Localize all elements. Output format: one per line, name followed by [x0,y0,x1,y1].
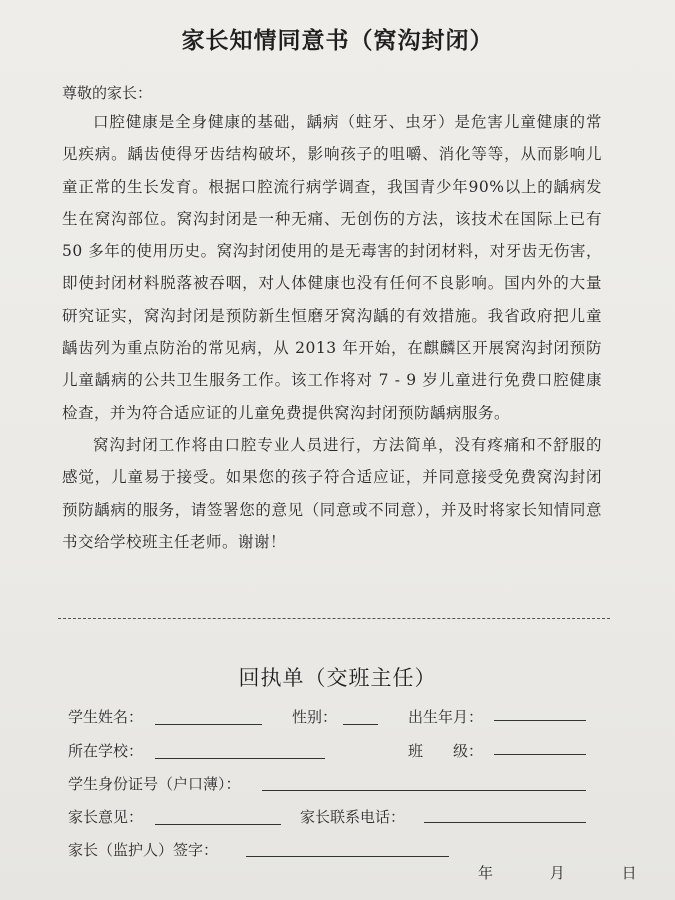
year-label: 年 [478,864,494,882]
document-title: 家长知情同意书（窝沟封闭） [181,27,494,54]
guardian-signature-field[interactable] [246,856,449,857]
birth-date-label: 出生年月： [408,708,484,726]
parent-phone-label: 家长联系电话： [300,808,406,826]
parent-opinion-field[interactable] [155,824,281,825]
school-label: 所在学校： [68,742,144,760]
student-name-label: 学生姓名： [68,708,144,726]
month-label: 月 [549,864,565,882]
gender-label: 性别： [292,708,338,726]
document-body [62,106,602,558]
salutation: 尊敬的家长： [62,84,153,102]
student-id-label: 学生身份证号（户口薄）： [68,775,241,793]
student-id-field[interactable] [262,790,586,791]
cut-line-divider [58,618,610,619]
school-field[interactable] [155,758,325,759]
body-paragraph-2: 窝沟封闭工作将由口腔专业人员进行，方法简单，没有疼痛和不舒服的感觉，儿童易于接受。如果您的孩子符合适应证，并同意接受免费窝沟封闭预防龋病的服务，请签署您的意见（同意或不同意），并及时将家长知情同意书交给学校班主任老师。谢谢！ [62,435,602,551]
day-label: 日 [621,864,637,882]
parent-phone-field[interactable] [424,822,586,823]
body-paragraph-1: 口腔健康是全身健康的基础，龋病（蛀牙、虫牙）是危害儿童健康的常见疾病。龋齿使得牙齿结构破坏，影响孩子的咀嚼、消化等等，从而影响儿童正常的生长发育。根据口腔流行病学调查，我国青少年90%以上的龋病发生在窝沟部位。窝沟封闭是一种无痛、无创伤的方法，该技术在国际上已有 50 多年的使用历史。窝沟封闭使用的是无毒害的封闭材料，对牙齿无伤害，即使封闭材料脱落被吞咽，对人体健康也没有任何不良影响。国内外的大量研究证实，窝沟封闭是预防新生恒磨牙窝沟龋的有效措施。我省政府把儿童龋齿列为重点防治的常见病，从 2013 年开始，在麒麟区开展窝沟封闭预防儿童龋病的公共卫生服务工作。该工作将对 7 - 9 岁儿童进行免费口腔健康检查，并为符合适应证的儿童免费提供窝沟封闭预防龋病服务。 [62,113,602,422]
class-label: 班 级： [408,742,484,760]
birth-date-field[interactable] [494,720,586,721]
signature-date [478,862,665,883]
class-field[interactable] [494,754,586,755]
guardian-signature-label: 家长（监护人）签字： [68,841,219,859]
student-name-field[interactable] [155,724,262,725]
receipt-title: 回执单（交班主任） [238,666,437,690]
gender-field[interactable] [343,724,378,725]
parent-opinion-label: 家长意见： [68,808,144,826]
